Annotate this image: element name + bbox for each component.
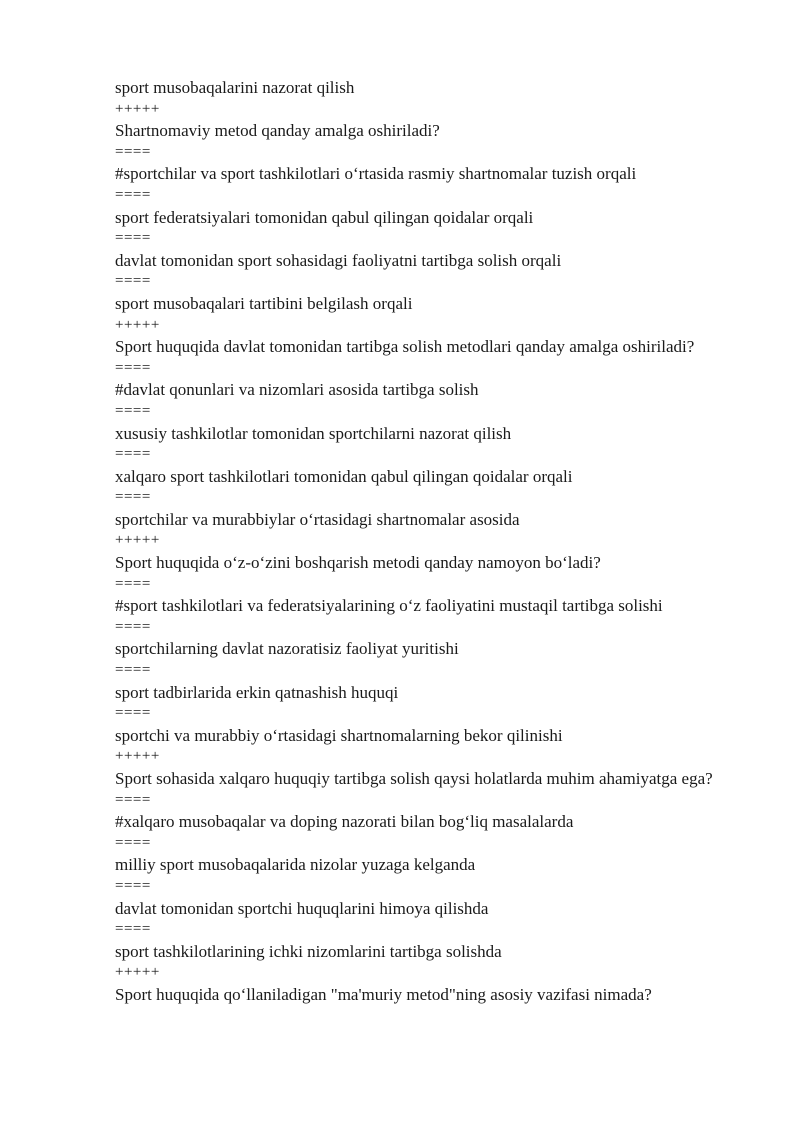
text-line: sportchi va murabbiy o‘rtasidagi shartnomalarning bekor qilinishi [115,725,563,745]
answer-separator: ==== [115,359,151,376]
question-separator: +++++ [115,100,160,117]
answer-separator: ==== [115,186,151,203]
question-separator: +++++ [115,316,160,333]
question-separator: +++++ [115,532,160,549]
answer-separator: ==== [115,705,151,722]
text-line: #sport tashkilotlari va federatsiyalarining o‘z faoliyatini mustaqil tartibga solishi [115,596,663,616]
text-line: sportchilarning davlat nazoratisiz faoliyat yuritishi [115,639,459,659]
answer-separator: ==== [115,489,151,506]
answer-separator: ==== [115,662,151,679]
question-paragraph: Sport huquqida davlat tomonidan tartibga solish metodlari qanday amalga oshiriladi? [115,337,695,357]
text-line: davlat tomonidan sportchi huquqlarini himoya qilishda [115,898,489,918]
text-line: davlat tomonidan sport sohasidagi faoliyatni tartibga solish orqali [115,250,562,270]
answer-separator: ==== [115,446,151,463]
question-paragraph: Sport sohasida xalqaro huquqiy tartibga solish qaysi holatlarda muhim ahamiyatga ega? [115,769,713,788]
answer-separator: ==== [115,273,151,290]
text-line: sportchilar va murabbiylar o‘rtasidagi shartnomalar asosida [115,509,520,529]
text-line: xalqaro sport tashkilotlari tomonidan qabul qilingan qoidalar orqali [115,466,573,486]
text-line: #sportchilar va sport tashkilotlari o‘rtasida rasmiy shartnomalar tuzish orqali [115,164,637,184]
text-line: Sport huquqida qo‘llaniladigan "ma'muriy metod"ning asosiy vazifasi nimada? [115,984,652,1004]
answer-separator: ==== [115,921,151,938]
text-line: sport musobaqalari tartibini belgilash orqali [115,293,413,313]
answer-separator: ==== [115,791,151,808]
document-body [115,77,743,1006]
text-line: Shartnomaviy metod qanday amalga oshiriladi? [115,121,440,141]
answer-separator: ==== [115,834,151,851]
answer-separator: ==== [115,402,151,419]
text-line: #davlat qonunlari va nizomlari asosida tartibga solish [115,380,479,400]
question-separator: +++++ [115,748,160,765]
text-line: sport musobaqalarini nazorat qilish [115,78,355,97]
question-separator: +++++ [115,964,160,981]
answer-separator: ==== [115,143,151,160]
text-line: milliy sport musobaqalarida nizolar yuzaga kelganda [115,855,476,875]
answer-separator: ==== [115,618,151,635]
text-line: #xalqaro musobaqalar va doping nazorati bilan bog‘liq masalalarda [115,812,574,832]
answer-separator: ==== [115,230,151,247]
text-line: sport tadbirlarida erkin qatnashish huquqi [115,682,399,702]
answer-separator: ==== [115,877,151,894]
answer-separator: ==== [115,575,151,592]
text-line: sport tashkilotlarining ichki nizomlarini tartibga solishda [115,941,502,961]
text-line: Sport huquqida o‘z-o‘zini boshqarish metodi qanday namoyon bo‘ladi? [115,553,601,573]
text-line: sport federatsiyalari tomonidan qabul qilingan qoidalar orqali [115,207,534,227]
text-line: xususiy tashkilotlar tomonidan sportchilarni nazorat qilish [115,423,512,443]
